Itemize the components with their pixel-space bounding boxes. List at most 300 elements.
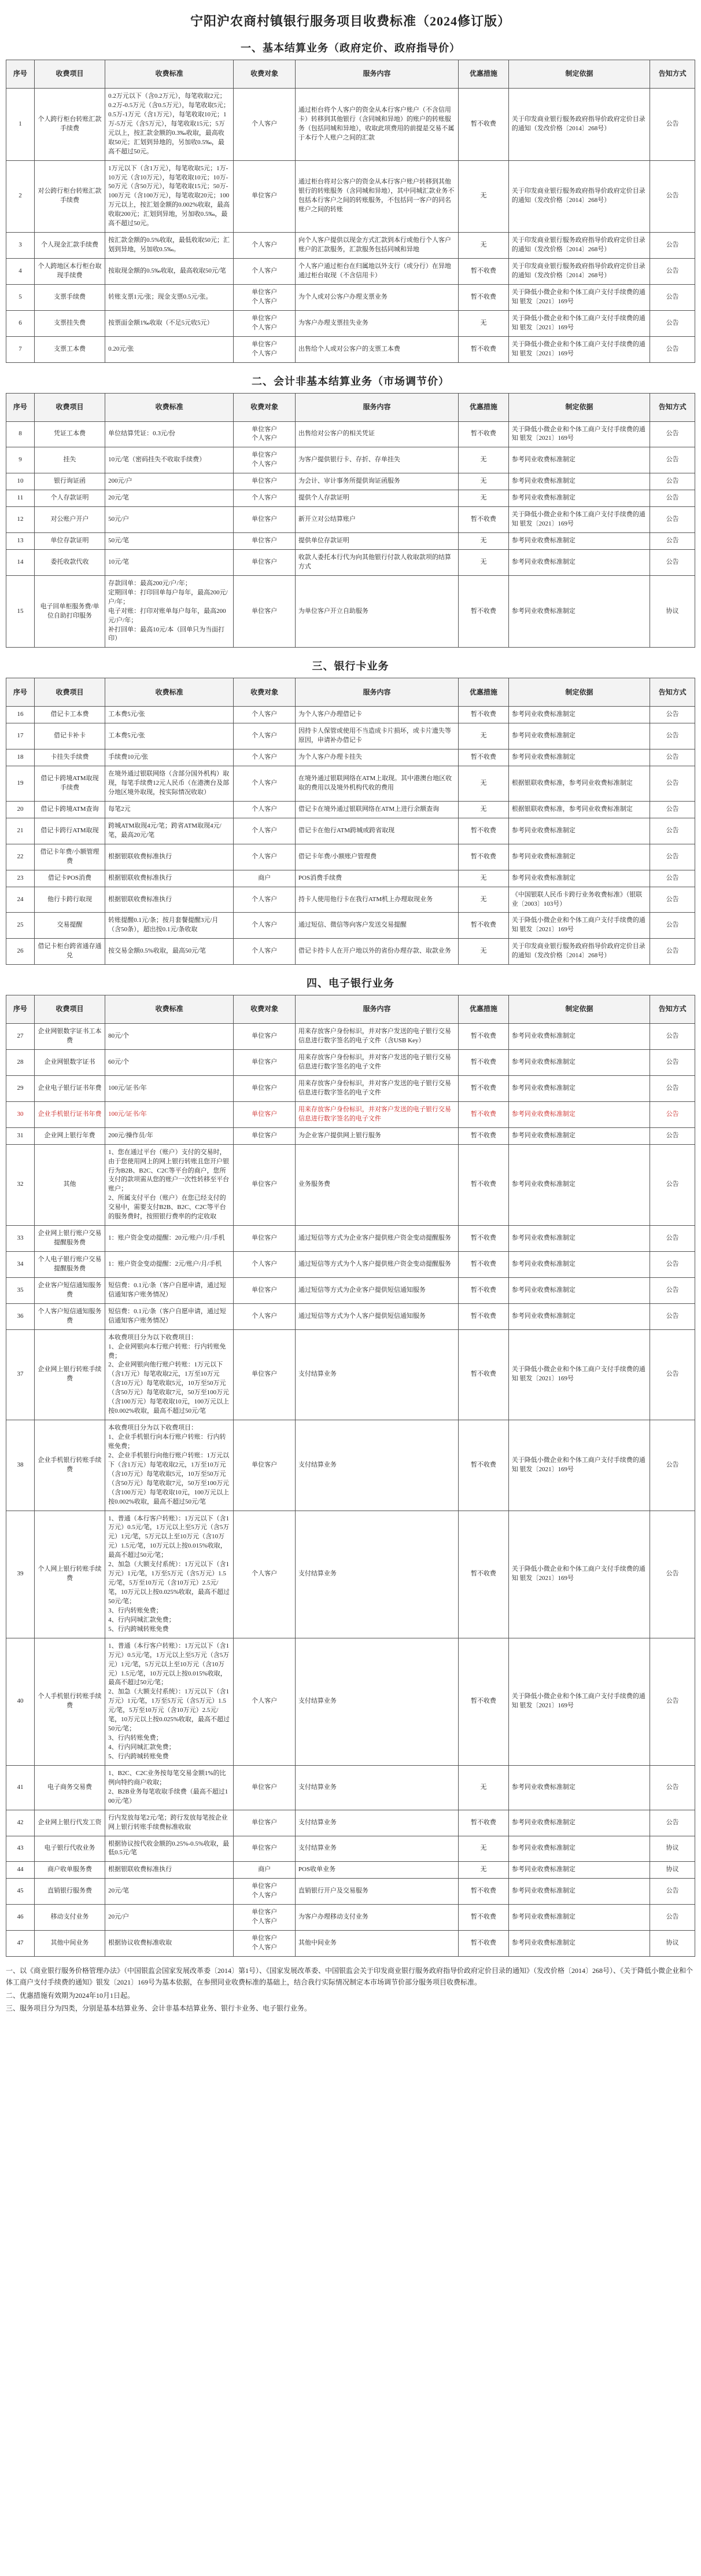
row-number-cell: 17: [6, 723, 35, 749]
service-content-cell: 为个人客户办理借记卡: [295, 707, 458, 723]
row-number-cell: 4: [6, 259, 35, 285]
table-row: [6, 870, 695, 887]
table-row: [6, 1879, 695, 1905]
column-header: 收费项目: [34, 60, 105, 89]
service-content-cell: 其他中间业务: [295, 1931, 458, 1957]
basis-cell: 关于降低小微企业和个体工商户支付手续费的通知 银发〔2021〕169号: [508, 284, 650, 310]
basis-cell: 参考同业收费标准制定: [508, 1144, 650, 1226]
basis-cell: 参考同业收费标准制定: [508, 1075, 650, 1101]
fee-item-cell: 个人客户短信通知服务费: [34, 1303, 105, 1329]
basis-cell: 参考同业收费标准制定: [508, 1862, 650, 1879]
column-header: 序号: [6, 995, 35, 1024]
notice-method-cell: 协议: [650, 1931, 695, 1957]
column-header: 优惠措施: [459, 60, 509, 89]
fee-standard-cell: 0.2万元以下（含0.2万元），每笔收取2元；0.2万-0.5万元（含0.5万元），每笔收取5元；0.5万-1万元（含1万元），每笔收取10元；1万-5万元（含5万元），每笔收取15元；5万元以上，按汇款金额的0.3‰收取，最高收取50元；汇划到异地的，另加收0.5‰，最高不超过50元。: [105, 89, 234, 161]
fee-standard-cell: 10元/笔: [105, 549, 234, 575]
column-header: 制定依据: [508, 60, 650, 89]
basis-cell: 关于印发商业银行服务政府指导价政府定价目录的通知（发改价格〔2014〕268号）: [508, 939, 650, 965]
table-row: [6, 1810, 695, 1836]
service-content-cell: 新开立对公结算账户: [295, 507, 458, 533]
column-header: 收费项目: [34, 393, 105, 421]
row-number-cell: 28: [6, 1050, 35, 1076]
discount-measure-cell: 暂不收费: [459, 1252, 509, 1278]
notice-method-cell: 公告: [650, 1638, 695, 1765]
table-row: [6, 1226, 695, 1252]
notice-method-cell: 公告: [650, 310, 695, 336]
discount-measure-cell: 无: [459, 447, 509, 473]
fee-standard-cell: 根据协议按代收金额的0.25%-0.5%收取，最低0.5元/笔: [105, 1836, 234, 1862]
section-title: 一、基本结算业务（政府定价、政府指导价）: [241, 42, 460, 54]
discount-measure-cell: 暂不收费: [459, 818, 509, 844]
table-row: [6, 707, 695, 723]
fee-standard-cell: 转账提醒0.1元/条；按月套餐提醒3元/月（含50条），超出按0.1元/条收取: [105, 913, 234, 939]
service-content-cell: 用来存放客户身份标识，并对客户发送的电子银行交易信息进行数字签名的电子文件: [295, 1050, 458, 1076]
basis-cell: 关于降低小微企业和个体工商户支付手续费的通知 银发〔2021〕169号: [508, 507, 650, 533]
fee-standard-cell: 本收费项目分为以下收费项目： 1、企业手机银行向本行账户转账：行内转账免费； 2、企业手机银行向他行账户转账：1万元以下（含1万元）每笔收取2元，1万至10万元（含10万元）每笔收取5元，10万至50万元（含50万元）每笔收取7元，50万至100万元（含100万元）每笔收取10元，100万元以上按0.002%收取，最高不超过50元/笔: [105, 1420, 234, 1511]
fee-item-cell: 企业网上银行转账手续费: [34, 1329, 105, 1420]
row-number-cell: 44: [6, 1862, 35, 1879]
discount-measure-cell: 暂不收费: [459, 1101, 509, 1127]
table-row: [6, 1127, 695, 1144]
service-content-cell: 为客户办理支票挂失业务: [295, 310, 458, 336]
notice-method-cell: 公告: [650, 1905, 695, 1931]
fee-standard-cell: 行内发放每笔2元/笔；跨行发放每笔按企业网上银行转账手续费标准收取: [105, 1810, 234, 1836]
fee-item-cell: 挂失: [34, 447, 105, 473]
table-row: [6, 1836, 695, 1862]
fee-target-cell: 个人客户: [234, 1303, 296, 1329]
table-row: [6, 1024, 695, 1050]
fee-target-cell: 单位客户: [234, 1101, 296, 1127]
row-number-cell: 16: [6, 707, 35, 723]
fee-item-cell: 支票工本费: [34, 336, 105, 362]
service-content-cell: 在境外通过银联网络在ATM上取现。其中港澳台地区收取的费用以及境外机构代收的费用: [295, 766, 458, 802]
fee-standard-cell: 按票面金额1‰收取（不足5元收5元）: [105, 310, 234, 336]
fee-target-cell: 单位客户: [234, 1329, 296, 1420]
fee-standard-cell: 1万元以下（含1万元），每笔收取5元；1万-10万元（含10万元），每笔收取10元；10万-50万元（含50万元），每笔收取15元；50万-100万元（含100万元），每笔收取20元；100万元以上，按汇划金额的0.002%收取，最高收取200元；汇划到异地，另加收0.5‰，最高不超过50元。: [105, 160, 234, 233]
fee-target-cell: 单位客户: [234, 1765, 296, 1810]
discount-measure-cell: 无: [459, 533, 509, 550]
column-header: 服务内容: [295, 678, 458, 707]
fee-target-cell: 单位客户: [234, 1836, 296, 1862]
column-header: 收费标准: [105, 60, 234, 89]
row-number-cell: 12: [6, 507, 35, 533]
basis-cell: 关于印发商业银行服务政府指导价政府定价目录的通知（发改价格〔2014〕268号）: [508, 259, 650, 285]
fee-standard-cell: 根据银联收费标准执行: [105, 887, 234, 913]
service-content-cell: 通过柜台将个人客户的资金从本行客户账户（不含信用卡）转移到其他银行（含同城和异地）的账户的转账服务（包括同城和异地），收取此项费用的前提是交易不属于本行个人账户之间的汇款: [295, 89, 458, 161]
note-line: 一、以《商业银行服务价格管理办法》（中国银监会国家发展改革委〔2014〕第1号）、《国家发展改革委、中国银监会关于印发商业银行服务政府指导价政府定价目录的通知》（发改价格〔2014〕268号）、《关于降低小微企业和个体工商户支付手续费的通知》银发〔2021〕169号为基本依据，在参照同业收费标准的基础上，结合我行实际情况制定本市场调节价部分服务项目收费标准。: [6, 1966, 693, 1987]
fee-standard-cell: 根据银联收费标准执行: [105, 870, 234, 887]
discount-measure-cell: 暂不收费: [459, 1638, 509, 1765]
table-row: [6, 310, 695, 336]
table-row: [6, 1252, 695, 1278]
fee-target-cell: 单位客户: [234, 549, 296, 575]
basis-cell: 关于降低小微企业和个体工商户支付手续费的通知 银发〔2021〕169号: [508, 1511, 650, 1638]
table-row: [6, 473, 695, 490]
fee-standard-cell: 1、B2C、C2C业务按每笔交易金额1%的比例向特约商户收取； 2、B2B业务每笔收取手续费（最高不超过100元/笔）: [105, 1765, 234, 1810]
basis-cell: 参考同业收费标准制定: [508, 707, 650, 723]
basis-cell: 参考同业收费标准制定: [508, 1127, 650, 1144]
row-number-cell: 25: [6, 913, 35, 939]
table-row: [6, 1931, 695, 1957]
fee-target-cell: 单位客户 个人客户: [234, 421, 296, 447]
fee-target-cell: 个人客户: [234, 939, 296, 965]
notice-method-cell: 公告: [650, 887, 695, 913]
note-line: 二、优惠措施有效期为2024年10月1日起。: [6, 1991, 135, 2000]
discount-measure-cell: 暂不收费: [459, 1075, 509, 1101]
row-number-cell: 26: [6, 939, 35, 965]
table-row: [6, 1144, 695, 1226]
fee-target-cell: 单位客户: [234, 473, 296, 490]
row-number-cell: 14: [6, 549, 35, 575]
table-row: [6, 1329, 695, 1420]
row-number-cell: 22: [6, 844, 35, 870]
note-line: 三、服务项目分为四类，分别是基本结算业务、会计非基本结算业务、银行卡业务、电子银行业务。: [6, 2004, 312, 2013]
fee-item-cell: 企业电子银行证书年费: [34, 1075, 105, 1101]
row-number-cell: 18: [6, 749, 35, 766]
notice-method-cell: 公告: [650, 259, 695, 285]
discount-measure-cell: 暂不收费: [459, 1226, 509, 1252]
column-header: 告知方式: [650, 995, 695, 1024]
fee-standard-cell: 按交易金额0.5%收取，最高50元/笔: [105, 939, 234, 965]
table-row: [6, 1075, 695, 1101]
service-content-cell: 借记卡在境外通过银联网络在ATM上进行余额查询: [295, 801, 458, 818]
fee-standard-cell: 20元/笔: [105, 490, 234, 507]
row-number-cell: 41: [6, 1765, 35, 1810]
row-number-cell: 10: [6, 473, 35, 490]
table-row: [6, 89, 695, 161]
fee-item-cell: 企业手机银行转账手续费: [34, 1420, 105, 1511]
fee-standard-cell: 1、普通（本行客户转账）：1万元以下（含1万元）0.5元/笔，1万元以上至5万元（含5万元）1元/笔，5万元以上至10万元（含10万元）1.5元/笔，10万元以上按0.015%收取，最高不超过50元/笔； 2、加急（大额支付系统）：1万元以下（含1万元）1元/笔，1万至5万元（含5万元）1.5元/笔，5万至10万元（含10万元）2.5元/笔，10万元以上按0.025%收取，最高不超过50元/笔； 3、行内转账免费； 4、行内同城汇款免费； 5、行内跨城转账免费: [105, 1511, 234, 1638]
fee-item-cell: 企业网银数字证书: [34, 1050, 105, 1076]
discount-measure-cell: 无: [459, 490, 509, 507]
fee-item-cell: 移动支付业务: [34, 1905, 105, 1931]
service-content-cell: 为单位客户开立自助服务: [295, 575, 458, 648]
service-content-cell: 支付结算业务: [295, 1511, 458, 1638]
table-row: [6, 575, 695, 648]
fee-item-cell: 电子商务交易费: [34, 1765, 105, 1810]
fee-item-cell: 借记卡补卡: [34, 723, 105, 749]
discount-measure-cell: 暂不收费: [459, 1879, 509, 1905]
row-number-cell: 2: [6, 160, 35, 233]
fee-item-cell: 个人网上银行转账手续费: [34, 1511, 105, 1638]
notice-method-cell: 公告: [650, 1024, 695, 1050]
row-number-cell: 47: [6, 1931, 35, 1957]
fee-item-cell: 电子银行代收业务: [34, 1836, 105, 1862]
basis-cell: 参考同业收费标准制定: [508, 818, 650, 844]
service-content-cell: 支付结算业务: [295, 1638, 458, 1765]
table-row: [6, 818, 695, 844]
fee-item-cell: 支票手续费: [34, 284, 105, 310]
notice-method-cell: 公告: [650, 533, 695, 550]
table-row: [6, 1277, 695, 1303]
discount-measure-cell: 无: [459, 549, 509, 575]
fee-target-cell: 单位客户: [234, 1127, 296, 1144]
discount-measure-cell: 暂不收费: [459, 913, 509, 939]
notice-method-cell: 公告: [650, 1420, 695, 1511]
basis-cell: 参考同业收费标准制定: [508, 749, 650, 766]
table-row: [6, 1862, 695, 1879]
fee-item-cell: 个人现金汇款手续费: [34, 233, 105, 259]
basis-cell: 参考同业收费标准制定: [508, 1810, 650, 1836]
fee-standard-cell: 1：账户资金变动提醒：20元/账户/月/手机: [105, 1226, 234, 1252]
fee-table: [6, 60, 695, 363]
table-header-row: [6, 60, 695, 89]
fee-item-cell: 企业网上银行账户交易提醒服务费: [34, 1226, 105, 1252]
notice-method-cell: 公告: [650, 723, 695, 749]
fee-target-cell: 单位客户: [234, 1075, 296, 1101]
row-number-cell: 8: [6, 421, 35, 447]
table-header-row: [6, 995, 695, 1024]
basis-cell: 根据银联收费标准，参考同业收费标准制定: [508, 801, 650, 818]
section-title: 二、会计非基本结算业务（市场调节价）: [252, 375, 449, 387]
service-content-cell: 通过短信等方式为个人客户提供短信通知服务: [295, 1303, 458, 1329]
notice-method-cell: 公告: [650, 1226, 695, 1252]
fee-standard-cell: 手续费10元/张: [105, 749, 234, 766]
basis-cell: 关于降低小微企业和个体工商户支付手续费的通知 银发〔2021〕169号: [508, 336, 650, 362]
discount-measure-cell: 暂不收费: [459, 259, 509, 285]
notice-method-cell: 公告: [650, 549, 695, 575]
column-header: 服务内容: [295, 60, 458, 89]
fee-target-cell: 个人客户: [234, 723, 296, 749]
notice-method-cell: 公告: [650, 1075, 695, 1101]
service-content-cell: 直销银行开户及交易服务: [295, 1879, 458, 1905]
table-row: [6, 1101, 695, 1127]
table-header-row: [6, 678, 695, 707]
table-row: [6, 233, 695, 259]
fee-standard-cell: 1、您在通过平台（账户）支付的交易时，由于您使用网上的网上银行转账且您开户银行为B2B、B2C、C2C等平台的商户，您所支付的款项需从您的账户一次性转移至平台账户； 2、所属支付平台（账户）在您已经支付的交易中，需要支付B2B、B2C、C2C等平台的服务费时，按照银行费率的约定收取: [105, 1144, 234, 1226]
column-header: 收费对象: [234, 995, 296, 1024]
sections-container: [6, 40, 695, 1957]
table-row: [6, 284, 695, 310]
notice-method-cell: 公告: [650, 749, 695, 766]
notice-method-cell: 公告: [650, 284, 695, 310]
column-header: 制定依据: [508, 995, 650, 1024]
fee-target-cell: 单位客户 个人客户: [234, 1879, 296, 1905]
column-header: 收费标准: [105, 995, 234, 1024]
fee-target-cell: 商户: [234, 870, 296, 887]
fee-item-cell: 委托收款代收: [34, 549, 105, 575]
table-row: [6, 801, 695, 818]
fee-item-cell: 支票挂失费: [34, 310, 105, 336]
notice-method-cell: 协议: [650, 1836, 695, 1862]
row-number-cell: 37: [6, 1329, 35, 1420]
table-row: [6, 749, 695, 766]
fee-standard-cell: 短信费：0.1元/条（客户自愿申请，通过短信通知客户账务情况）: [105, 1303, 234, 1329]
notes-block: [6, 1965, 695, 2015]
discount-measure-cell: 无: [459, 473, 509, 490]
fee-target-cell: 单位客户: [234, 160, 296, 233]
fee-item-cell: 借记卡工本费: [34, 707, 105, 723]
service-content-cell: POS收单业务: [295, 1862, 458, 1879]
basis-cell: 参考同业收费标准制定: [508, 1277, 650, 1303]
service-content-cell: 用来存放客户身份标识，并对客户发送的电子银行交易信息进行数字签名的电子文件: [295, 1075, 458, 1101]
column-header: 序号: [6, 393, 35, 421]
column-header: 优惠措施: [459, 393, 509, 421]
basis-cell: 参考同业收费标准制定: [508, 1252, 650, 1278]
notice-method-cell: 公告: [650, 1127, 695, 1144]
fee-item-cell: 卡挂失手续费: [34, 749, 105, 766]
basis-cell: 关于印发商业银行服务政府指导价政府定价目录的通知（发改价格〔2014〕268号）: [508, 233, 650, 259]
fee-item-cell: 个人跨地区本行柜台取现手续费: [34, 259, 105, 285]
row-number-cell: 33: [6, 1226, 35, 1252]
table-row: [6, 1905, 695, 1931]
notice-method-cell: 公告: [650, 421, 695, 447]
fee-item-cell: 企业手机银行证书年费: [34, 1101, 105, 1127]
discount-measure-cell: 无: [459, 1862, 509, 1879]
row-number-cell: 6: [6, 310, 35, 336]
fee-item-cell: 个人电子银行账户交易提醒服务费: [34, 1252, 105, 1278]
row-number-cell: 5: [6, 284, 35, 310]
basis-cell: 关于降低小微企业和个体工商户支付手续费的通知 银发〔2021〕169号: [508, 1420, 650, 1511]
fee-standard-cell: 转账支票1元/张；现金支票0.5元/张。: [105, 284, 234, 310]
fee-standard-cell: 存款回单：最高200元/户/年； 定期回单：打印回单每户每年，最高200元/户/年； 电子对账：打印对账单每户每年，最高200元/户/年； 补打回单：最高10元/本（回单只为当面打印）: [105, 575, 234, 648]
row-number-cell: 27: [6, 1024, 35, 1050]
fee-target-cell: 个人客户: [234, 844, 296, 870]
fee-standard-cell: 短信费：0.1元/条（客户自愿申请，通过短信通知客户账务情况）: [105, 1277, 234, 1303]
row-number-cell: 9: [6, 447, 35, 473]
discount-measure-cell: 暂不收费: [459, 1931, 509, 1957]
table-header-row: [6, 393, 695, 421]
discount-measure-cell: 无: [459, 723, 509, 749]
basis-cell: 关于降低小微企业和个体工商户支付手续费的通知 银发〔2021〕169号: [508, 421, 650, 447]
column-header: 制定依据: [508, 393, 650, 421]
table-row: [6, 939, 695, 965]
discount-measure-cell: 暂不收费: [459, 1024, 509, 1050]
basis-cell: 参考同业收费标准制定: [508, 1226, 650, 1252]
row-number-cell: 21: [6, 818, 35, 844]
fee-item-cell: 对公账户开户: [34, 507, 105, 533]
notice-method-cell: 公告: [650, 507, 695, 533]
table-row: [6, 913, 695, 939]
notice-method-cell: 公告: [650, 870, 695, 887]
discount-measure-cell: 暂不收费: [459, 336, 509, 362]
row-number-cell: 43: [6, 1836, 35, 1862]
fee-item-cell: 借记卡跨行ATM取现: [34, 818, 105, 844]
row-number-cell: 15: [6, 575, 35, 648]
basis-cell: 关于降低小微企业和个体工商户支付手续费的通知 银发〔2021〕169号: [508, 1638, 650, 1765]
fee-standard-cell: 根据银联收费标准执行: [105, 1862, 234, 1879]
service-content-cell: 提供单位存款证明: [295, 533, 458, 550]
notice-method-cell: 公告: [650, 160, 695, 233]
fee-target-cell: 单位客户 个人客户: [234, 447, 296, 473]
service-content-cell: 为企业客户提供网上银行服务: [295, 1127, 458, 1144]
service-content-cell: 为会计、审计事务所提供询证函服务: [295, 473, 458, 490]
discount-measure-cell: 暂不收费: [459, 1329, 509, 1420]
basis-cell: 关于印发商业银行服务政府指导价政府定价目录的通知（发改价格〔2014〕268号）: [508, 89, 650, 161]
table-row: [6, 421, 695, 447]
column-header: 制定依据: [508, 678, 650, 707]
fee-target-cell: 个人客户: [234, 913, 296, 939]
table-row: [6, 1050, 695, 1076]
row-number-cell: 3: [6, 233, 35, 259]
discount-measure-cell: 暂不收费: [459, 1050, 509, 1076]
column-header: 告知方式: [650, 678, 695, 707]
table-row: [6, 887, 695, 913]
fee-item-cell: 借记卡POS消费: [34, 870, 105, 887]
row-number-cell: 29: [6, 1075, 35, 1101]
discount-measure-cell: 暂不收费: [459, 421, 509, 447]
service-content-cell: 业务服务费: [295, 1144, 458, 1226]
fee-standard-cell: 50元/笔: [105, 533, 234, 550]
column-header: 序号: [6, 678, 35, 707]
service-content-cell: 通过短信等方式为个人客户提供账户资金变动提醒服务: [295, 1252, 458, 1278]
table-row: [6, 766, 695, 802]
table-row: [6, 1638, 695, 1765]
notice-method-cell: 公告: [650, 1050, 695, 1076]
notice-method-cell: 协议: [650, 1862, 695, 1879]
notice-method-cell: 公告: [650, 1252, 695, 1278]
fee-target-cell: 个人客户: [234, 1511, 296, 1638]
discount-measure-cell: 无: [459, 233, 509, 259]
notice-method-cell: 公告: [650, 818, 695, 844]
service-content-cell: 支付结算业务: [295, 1329, 458, 1420]
notice-method-cell: 公告: [650, 1879, 695, 1905]
discount-measure-cell: 无: [459, 801, 509, 818]
fee-item-cell: 银行询证函: [34, 473, 105, 490]
table-row: [6, 160, 695, 233]
discount-measure-cell: 暂不收费: [459, 749, 509, 766]
fee-standard-cell: 100元/证书/年: [105, 1101, 234, 1127]
notice-method-cell: 公告: [650, 844, 695, 870]
notice-method-cell: 公告: [650, 490, 695, 507]
discount-measure-cell: 暂不收费: [459, 1127, 509, 1144]
service-content-cell: 出售给个人或对公客户的支票工本费: [295, 336, 458, 362]
service-content-cell: 为客户提供银行卡、存折、存单挂失: [295, 447, 458, 473]
row-number-cell: 38: [6, 1420, 35, 1511]
column-header: 收费项目: [34, 995, 105, 1024]
table-row: [6, 844, 695, 870]
fee-table: [6, 678, 695, 965]
fee-target-cell: 单位客户: [234, 1024, 296, 1050]
row-number-cell: 30: [6, 1101, 35, 1127]
fee-item-cell: 企业客户短信通知服务费: [34, 1277, 105, 1303]
basis-cell: 参考同业收费标准制定: [508, 1303, 650, 1329]
fee-target-cell: 单位客户: [234, 1277, 296, 1303]
fee-standard-cell: 根据银联收费标准执行: [105, 844, 234, 870]
fee-item-cell: 借记卡柜台跨省通存通兑: [34, 939, 105, 965]
fee-standard-cell: 本收费项目分为以下收费项目： 1、企业网银向本行账户转账：行内转账免费； 2、企业网银向他行账户转账：1万元以下（含1万元）每笔收取2元，1万至10万元（含10万元）每笔收取5元，10万至50万元（含50万元）每笔收取7元，50万至100万元（含100万元）每笔收取10元，100万元以上按0.002%收取，最高不超过50元/笔: [105, 1329, 234, 1420]
fee-standard-cell: 按取现金额的0.5‰收取，最高收取50元/笔: [105, 259, 234, 285]
discount-measure-cell: 无: [459, 939, 509, 965]
fee-standard-cell: 工本费5元/张: [105, 723, 234, 749]
notice-method-cell: 协议: [650, 575, 695, 648]
fee-standard-cell: 100元/证书/年: [105, 1075, 234, 1101]
fee-target-cell: 个人客户: [234, 259, 296, 285]
notice-method-cell: 公告: [650, 939, 695, 965]
fee-standard-cell: 80元/个: [105, 1024, 234, 1050]
service-content-cell: 支付结算业务: [295, 1810, 458, 1836]
fee-target-cell: 个人客户: [234, 1252, 296, 1278]
fee-target-cell: 单位客户: [234, 1810, 296, 1836]
basis-cell: 参考同业收费标准制定: [508, 1101, 650, 1127]
column-header: 优惠措施: [459, 995, 509, 1024]
notice-method-cell: 公告: [650, 1303, 695, 1329]
row-number-cell: 40: [6, 1638, 35, 1765]
notice-method-cell: 公告: [650, 473, 695, 490]
row-number-cell: 7: [6, 336, 35, 362]
discount-measure-cell: 暂不收费: [459, 575, 509, 648]
basis-cell: 参考同业收费标准制定: [508, 1905, 650, 1931]
basis-cell: 参考同业收费标准制定: [508, 723, 650, 749]
discount-measure-cell: 无: [459, 887, 509, 913]
fee-target-cell: 单位客户: [234, 1226, 296, 1252]
fee-item-cell: 企业网银数字证书工本费: [34, 1024, 105, 1050]
table-row: [6, 1420, 695, 1511]
notice-method-cell: 公告: [650, 1329, 695, 1420]
row-number-cell: 1: [6, 89, 35, 161]
row-number-cell: 24: [6, 887, 35, 913]
fee-item-cell: 借记卡跨境ATM查询: [34, 801, 105, 818]
